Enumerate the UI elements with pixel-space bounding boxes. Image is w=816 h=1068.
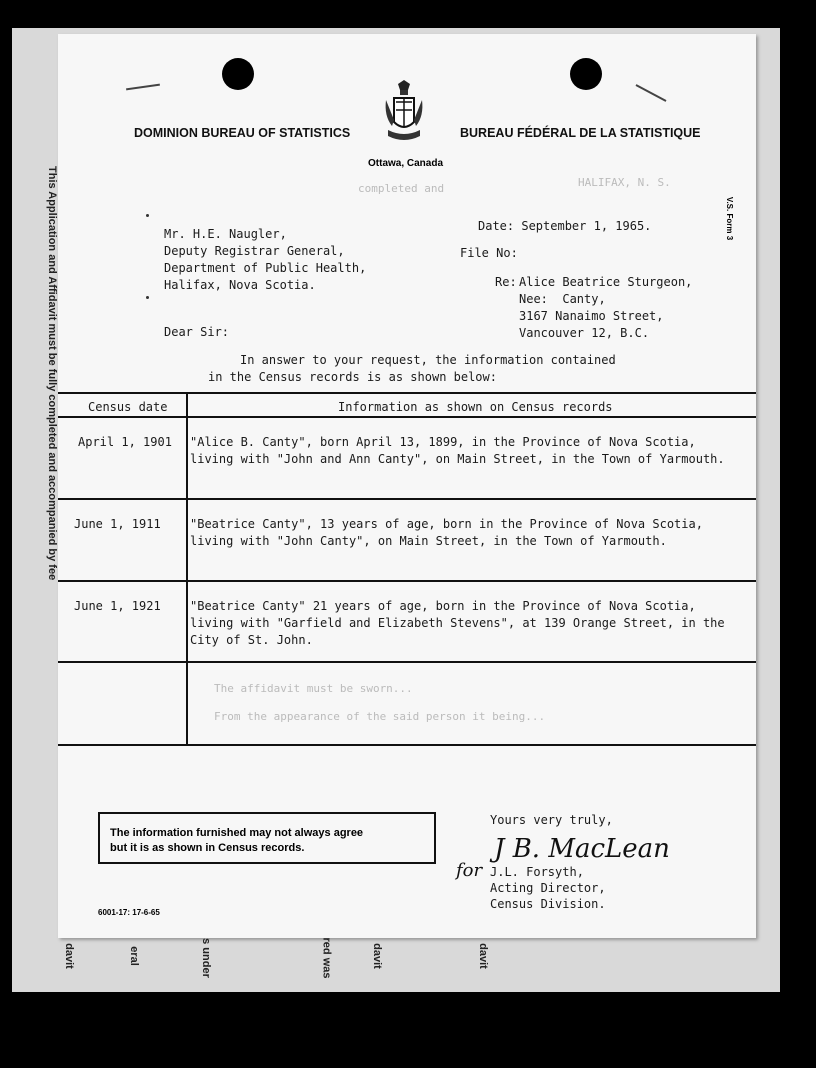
side-note: This Application and Affidavit must be fully completed and accompanied by fee [46, 166, 58, 581]
census-info: living with "Garfield and Elizabeth Stevens", at 139 Orange Street, in the [190, 616, 725, 630]
recipient-line: Department of Public Health, [164, 261, 367, 275]
back-fragment: davit [62, 943, 75, 969]
margin-dot [146, 296, 149, 299]
signer-line: J.L. Forsyth, [490, 865, 584, 879]
date-line: Date: September 1, 1965. [478, 219, 652, 233]
intro-line: in the Census records is as shown below: [208, 370, 497, 384]
back-fragment: davit [476, 943, 489, 969]
recipient-line: Deputy Registrar General, [164, 244, 345, 258]
file-number: File No: [460, 246, 518, 260]
column-divider [186, 392, 188, 744]
note-line: The information furnished may not always agree [110, 827, 364, 839]
punch-hole-left [222, 58, 254, 90]
column-header: Census date [88, 400, 168, 414]
back-fragment: eral [127, 946, 140, 966]
census-date: June 1, 1921 [74, 599, 161, 613]
salutation: Dear Sir: [164, 325, 230, 339]
signer-line: Acting Director, [490, 881, 606, 895]
margin-dot [146, 214, 149, 217]
header-city: Ottawa, Canada [368, 158, 444, 169]
pen-mark [636, 84, 667, 102]
back-fragment: davit [370, 943, 383, 969]
vs-form-label: V.S. Form 3 [725, 196, 735, 241]
column-header: Information as shown on Census records [338, 400, 613, 414]
table-rule [58, 580, 756, 582]
header-right: BUREAU FÉDÉRAL DE LA STATISTIQUE [460, 126, 701, 140]
signer-line: Census Division. [490, 897, 606, 911]
re-label: Re: [495, 275, 517, 289]
signature: J B. MacLean [494, 834, 670, 864]
census-info: living with "John and Ann Canty", on Main Street, in the Town of Yarmouth. [190, 452, 725, 466]
re-line: 3167 Nanaimo Street, [519, 309, 664, 323]
table-rule [58, 661, 756, 663]
punch-hole-right [570, 58, 602, 90]
census-info: "Alice B. Canty", born April 13, 1899, in the Province of Nova Scotia, [190, 435, 696, 449]
table-rule [58, 416, 756, 418]
recipient-line: Mr. H.E. Naugler, [164, 227, 287, 241]
census-info: City of St. John. [190, 633, 313, 647]
census-info: living with "John Canty", on Main Street, in the Town of Yarmouth. [190, 534, 667, 548]
census-date: April 1, 1901 [78, 435, 172, 449]
form-number: 6001-17: 17-6-65 [98, 908, 160, 917]
for-mark: for [456, 860, 483, 881]
re-line: Vancouver 12, B.C. [519, 326, 650, 340]
closing: Yours very truly, [490, 813, 613, 827]
header-left: DOMINION BUREAU OF STATISTICS [134, 126, 351, 140]
re-line: Alice Beatrice Sturgeon, [519, 275, 693, 289]
back-fragment: red was [320, 937, 333, 979]
letter-page: V.S. Form 3 DOMINION BUREAU OF STATISTICS BUREAU FÉDÉRAL DE LA STATISTIQUE Ottawa, Canada completed and HALIFAX, N. S. Mr. H.E. Naugler, Deputy Registrar General, Department of Public Health, Halifax, Nova Scotia. Date: September 1, 1965. File No: Re: Alice Beatrice Sturgeon, Nee: Canty, 3167 Nanaimo Street, Vancouver 12, B.C. Dear Sir: In answer to your request, the information contained in the Census records is as shown below: Census date Information as shown on Census records April 1, 1901 "Alice B. Canty", born April 13, 1899, in the Province of Nova Scotia, living with "John and Ann Canty", on Main Street, in the Town of Yarmouth. June 1, 1911 "Beatrice Canty", 13 years of age, born in the Province of Nova Scotia, living with "John Canty", on Main Street, in the Town of Yarmouth. June 1, 1921 "Beatrice Canty" 21 years of age, born in the Province of Nova Scotia, living with "Garfield and Elizabeth Stevens", at 139 Orange Street, in the City of St. John. The affidavit must be sworn... From the appearance of the said person it being... The information furnished may not always agree but it is as shown in Census records. Yours very truly, J B. MacLean for J.L. Forsyth, Acting Director, Census Division. 6001-17: 17-6-65 [58, 34, 756, 938]
re-line: Nee: Canty, [519, 292, 606, 306]
census-info: "Beatrice Canty", 13 years of age, born in the Province of Nova Scotia, [190, 517, 703, 531]
recipient-line: Halifax, Nova Scotia. [164, 278, 316, 292]
census-date: June 1, 1911 [74, 517, 161, 531]
census-info: "Beatrice Canty" 21 years of age, born in the Province of Nova Scotia, [190, 599, 696, 613]
note-box [98, 812, 436, 864]
table-rule [58, 392, 756, 394]
back-fragment: s under [199, 938, 212, 978]
pen-mark [126, 84, 160, 91]
table-rule [58, 498, 756, 500]
coat-of-arms-icon [384, 80, 424, 148]
table-rule [58, 744, 756, 746]
intro-line: In answer to your request, the information contained [240, 353, 616, 367]
note-line: but it is as shown in Census records. [110, 842, 305, 854]
